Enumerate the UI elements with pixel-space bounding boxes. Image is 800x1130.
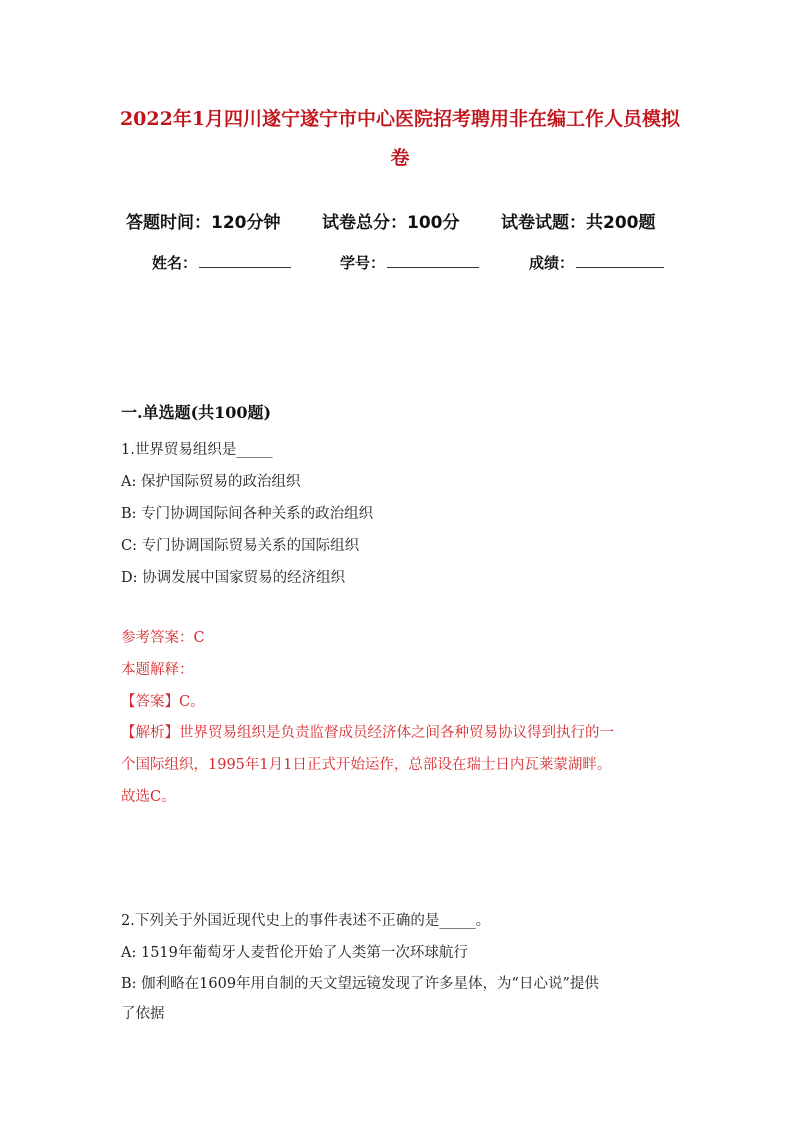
q1-explanation-head: 本题解释： bbox=[121, 662, 194, 678]
grade-blank bbox=[576, 253, 664, 268]
q1-stem: 1.世界贸易组织是_____ bbox=[121, 442, 273, 458]
grade-field bbox=[529, 252, 664, 273]
q1-option-d: D: 协调发展中国家贸易的经济组织 bbox=[121, 570, 346, 586]
q1-reference-answer: 参考答案：C bbox=[121, 630, 205, 646]
name-label: 姓名： bbox=[152, 254, 198, 272]
q1-option-b: B: 专门协调国际间各种关系的政治组织 bbox=[121, 506, 374, 522]
student-id-field bbox=[340, 252, 479, 273]
exam-meta bbox=[0, 208, 800, 234]
exam-title-line-1: 2022年1月四川遂宁遂宁市中心医院招考聘用非在编工作人员模拟 bbox=[119, 108, 681, 130]
name-field bbox=[152, 252, 291, 273]
q1-analysis-line-3: 故选C。 bbox=[121, 789, 176, 805]
q1-option-a: A: 保护国际贸易的政治组织 bbox=[121, 474, 301, 490]
q2-option-b-line-1: B: 伽利略在1609年用自制的天文望远镜发现了许多星体，为“日心说”提供 bbox=[121, 976, 599, 992]
q1-analysis-line-1: 【解析】世界贸易组织是负责监督成员经济体之间各种贸易协议得到执行的一 bbox=[121, 725, 614, 741]
q2-stem: 2.下列关于外国近现代史上的事件表述不正确的是_____。 bbox=[121, 913, 491, 929]
question-count: 试卷试题：共200题 bbox=[501, 213, 656, 233]
section-title: 一.单选题(共100题) bbox=[121, 403, 272, 422]
name-blank bbox=[199, 253, 291, 268]
student-id-label: 学号： bbox=[340, 254, 386, 272]
answer-time: 答题时间：120分钟 bbox=[126, 213, 281, 233]
student-id-blank bbox=[387, 253, 479, 268]
grade-label: 成绩： bbox=[529, 254, 575, 272]
total-score: 试卷总分：100分 bbox=[322, 213, 460, 233]
exam-title-line-2: 卷 bbox=[390, 147, 410, 169]
q2-option-a: A: 1519年葡萄牙人麦哲伦开始了人类第一次环球航行 bbox=[121, 945, 468, 961]
q1-answer: 【答案】C。 bbox=[121, 694, 205, 710]
q1-analysis-line-2: 个国际组织，1995年1月1日正式开始运作，总部设在瑞士日内瓦莱蒙湖畔。 bbox=[121, 757, 612, 773]
q2-option-b-line-2: 了依据 bbox=[121, 1006, 165, 1022]
q1-option-c: C: 专门协调国际贸易关系的国际组织 bbox=[121, 538, 360, 554]
student-info-fields bbox=[0, 252, 800, 274]
